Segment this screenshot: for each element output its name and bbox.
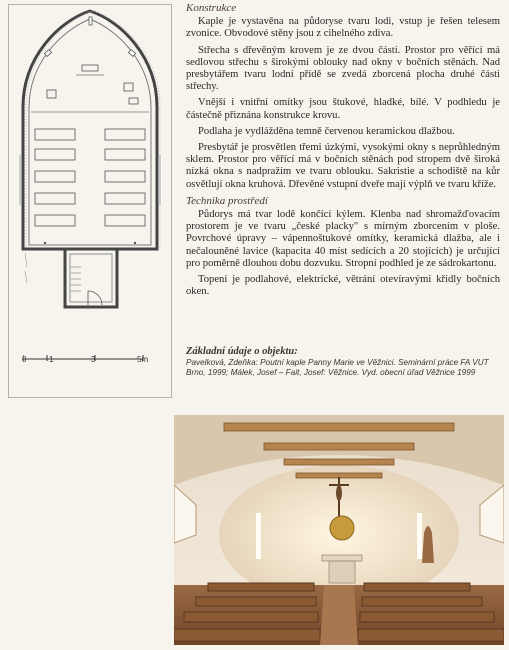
floor-plan-frame [8, 4, 172, 398]
section-heading: Konstrukce [186, 2, 237, 14]
paragraph: Střecha s dřevěným krovem je ze dvou částí. Prostor pro věřící má sedlovou střechu s širokými oblouky nad okny v bočních stěnách. Nad presbytářem tvaru lodní přídě se zvedá zborcená plocha druhé části střechy. [186, 44, 500, 93]
paragraph: Presbytář je prosvětlen třemi úzkými, vysokými okny s neprůhledným sklem. Prostor pro věřící má v bočních stěnách pod stropem dvě široká nízká okna s nadpražím ve tvaru oblouku. Sakristie a schodiště na kůr osvětlují okna kruhová. Dřevěné vstupní dveře mají výplň ve tvaru kříže. [186, 142, 500, 190]
floor-plan-drawing [9, 5, 171, 397]
basic-info-title: Základní údaje o objektu: [186, 346, 298, 357]
scale-label: 3 [91, 355, 96, 364]
paragraph: Vnější i vnitřní omítky jsou štukové, hladké, bílé. V podhledu je částečně přiznána konstrukce krovu. [186, 97, 500, 121]
chapel-interior-photo [174, 415, 504, 645]
section-heading: Technika prostředí [186, 194, 268, 207]
scale-bar [23, 355, 163, 385]
scale-label: 1 [49, 355, 54, 364]
paragraph: Topení je podlahové, elektrické, větrání otevíravými křídly bočních oken. [186, 274, 500, 298]
scale-label: 5m [137, 355, 149, 364]
paragraph: Podlaha je vydlážděna temně červenou keramickou dlažbou. [198, 125, 455, 137]
basic-info [186, 347, 504, 378]
paragraph: Půdorys má tvar lodě končící kýlem. Klenba nad shromažďovacím prostorem je ve tvaru „české placky" s mírným zborcením v ploše. Povrchové úpravy – vápennoštukové omítky, keramická dlažba, ale i nečalouněné lavice (kapacita 40 míst sedících a 20 stojících) je určující pro poměrně dlouhou dobu dozvuku. Stropní podhled je ze sádrokartonu. [186, 209, 500, 269]
basic-info-reference: Pavelková, Zdeňka: Poutní kaple Panny Marie ve Věžnici. Seminární práce FA VUT Brno, 1999; Málek, Josef – Fait, Josef: Věžnice. Vyd. obecní úřad Věžnice 1999 [186, 358, 489, 377]
text-column [186, 2, 500, 302]
scale-label: 0 [22, 355, 27, 364]
paragraph: Kaple je vystavěna na půdoryse tvaru lodi, vstup je řešen telesem zvonice. Obvodové stěny jsou z cihelného zdiva. [186, 16, 500, 40]
